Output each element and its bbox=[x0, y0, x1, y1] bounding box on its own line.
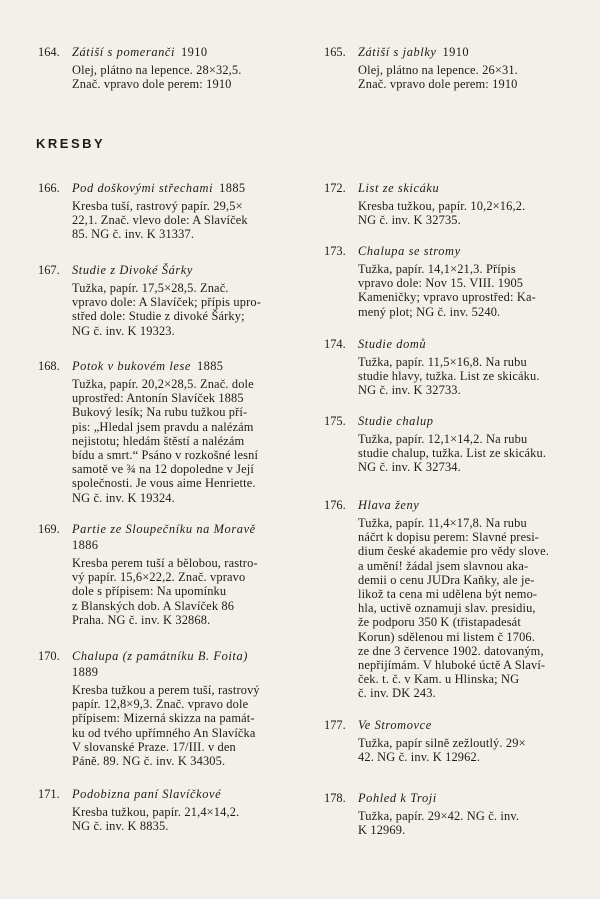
entry-heading bbox=[324, 717, 584, 733]
catalog-entry bbox=[324, 717, 584, 764]
entry-number: 165. bbox=[324, 45, 346, 59]
entry-number: 178. bbox=[324, 791, 346, 805]
entry-heading bbox=[38, 44, 298, 60]
entry-description: Kresba tužkou, papír. 21,4×14,2. NG č. inv. K 8835. bbox=[72, 805, 240, 834]
entry-number: 175. bbox=[324, 414, 346, 428]
entry-description: Olej, plátno na lepence. 26×31. Znač. vpravo dole perem: 1910 bbox=[358, 63, 518, 92]
catalog-entry bbox=[38, 44, 298, 91]
entry-description: Tužka, papír. 11,4×17,8. Na rubu náčrt k dopisu perem: Slavné presi- dium české akademie pro vědy slove. a umění! žádal jsem slavnou aka- demii o cenu JUDra Kaňky, ale je- likož ta cena mi udělena být nemo- hla, uctivě oznamuji slav. presidiu, že podporu 350 K (třistapadesát Korun) sdělenou mi listem č 1706. ze dne 3 července 1902. datovaným, nepřijímám. V hluboké úctě A Slaví- ček. t. č. v Kam. u Hlinska; NG č. inv. DK 243. bbox=[358, 516, 550, 701]
catalog-entry bbox=[38, 262, 298, 338]
entry-title-wrap bbox=[358, 790, 584, 806]
entry-title-wrap bbox=[358, 497, 584, 513]
catalog-entry bbox=[38, 786, 298, 833]
catalog-entry bbox=[324, 497, 584, 701]
entry-title: Pohled k Troji bbox=[358, 791, 437, 805]
entry-title-wrap bbox=[358, 413, 584, 429]
entry-heading bbox=[324, 336, 584, 352]
section-heading: KRESBY bbox=[36, 136, 106, 151]
catalog-entry bbox=[38, 648, 298, 768]
entry-title-wrap bbox=[358, 336, 584, 352]
entry-year: 1886 bbox=[72, 538, 99, 552]
entry-title-wrap bbox=[72, 262, 298, 278]
entry-title: Pod doškovými střechami bbox=[72, 181, 214, 195]
entry-description: Kresba tužkou, papír. 10,2×16,2. NG č. inv. K 32735. bbox=[358, 199, 526, 228]
catalog-entry bbox=[38, 521, 298, 627]
entry-number: 171. bbox=[38, 787, 60, 801]
entry-heading bbox=[324, 243, 584, 259]
entry-heading bbox=[324, 497, 584, 513]
entry-description: Tužka, papír silně zežloutlý. 29× 42. NG č. inv. K 12962. bbox=[358, 736, 526, 765]
entry-title-wrap bbox=[358, 180, 584, 196]
entry-year: 1885 bbox=[197, 359, 224, 373]
entry-title: Studie domů bbox=[358, 337, 427, 351]
entry-number: 174. bbox=[324, 337, 346, 351]
catalog-entry bbox=[38, 358, 298, 505]
entry-title-wrap bbox=[72, 648, 298, 680]
entry-number: 167. bbox=[38, 263, 60, 277]
catalog-entry bbox=[324, 180, 584, 227]
entry-title-wrap bbox=[358, 243, 584, 259]
entry-description: Tužka, papír. 20,2×28,5. Znač. dole uprostřed: Antonín Slavíček 1885 Bukový lesík; Na rubu tužkou pří- pis: „Hledal jsem pravdu a nalézám nejistotu; hledám štěstí a nalézám bídu a smrt.“ Psáno v rozkošné lesní samotě ve ¾ na 12 dopoledne v Její společnosti. Je vous aime Henriette. NG č. inv. K 19324. bbox=[72, 377, 259, 505]
entry-description: Tužka, papír. 29×42. NG č. inv. K 12969. bbox=[358, 809, 520, 838]
entry-title: Ve Stromovce bbox=[358, 718, 432, 732]
entry-description: Tužka, papír. 17,5×28,5. Znač. vpravo dole: A Slavíček; přípis upro- střed dole: Studie z divoké Šárky; NG č. inv. K 19323. bbox=[72, 281, 261, 338]
entry-year: 1889 bbox=[72, 665, 99, 679]
entry-heading bbox=[324, 413, 584, 429]
entry-year: 1885 bbox=[219, 181, 246, 195]
catalog-entry bbox=[324, 413, 584, 475]
entry-description: Tužka, papír. 11,5×16,8. Na rubu studie hlavy, tužka. List ze skicáku. NG č. inv. K 32733. bbox=[358, 355, 540, 398]
entry-heading bbox=[38, 262, 298, 278]
entry-number: 166. bbox=[38, 181, 60, 195]
entry-heading bbox=[38, 521, 298, 553]
entry-number: 168. bbox=[38, 359, 60, 373]
entry-title: Chalupa (z památníku B. Foita) bbox=[72, 649, 248, 663]
entry-description: Tužka, papír. 14,1×21,3. Přípis vpravo dole: Nov 15. VIII. 1905 Kameničky; vpravo uprostřed: Ka- mený plot; NG č. inv. 5240. bbox=[358, 262, 536, 319]
entry-title: Chalupa se stromy bbox=[358, 244, 461, 258]
entry-heading bbox=[324, 44, 584, 60]
entry-title: Zátiší s pomeranči bbox=[72, 45, 176, 59]
entry-title-wrap bbox=[358, 717, 584, 733]
entry-heading bbox=[38, 358, 298, 374]
entry-number: 177. bbox=[324, 718, 346, 732]
entry-title: Zátiší s jablky bbox=[358, 45, 437, 59]
entry-number: 170. bbox=[38, 649, 60, 663]
catalog-entry bbox=[324, 336, 584, 398]
entry-title: Podobizna paní Slavíčkové bbox=[72, 787, 222, 801]
entry-number: 164. bbox=[38, 45, 60, 59]
entry-title: List ze skicáku bbox=[358, 181, 440, 195]
entry-heading bbox=[324, 180, 584, 196]
entry-title-wrap bbox=[72, 358, 298, 374]
entry-title-wrap bbox=[72, 44, 298, 60]
entry-title-wrap bbox=[72, 180, 298, 196]
entry-heading bbox=[38, 786, 298, 802]
entry-title: Hlava ženy bbox=[358, 498, 420, 512]
entry-description: Tužka, papír. 12,1×14,2. Na rubu studie chalup, tužka. List ze skicáku. NG č. inv. K 32734. bbox=[358, 432, 547, 475]
entry-description: Kresba tužkou a perem tuší, rastrový papír. 12,8×9,3. Znač. vpravo dole přípisem: Mizerná skizza na památ- ku od tvého upřímného An Slavíčka V slovanské Praze. 17/III. v den Páně. 89. NG č. inv. K 34305. bbox=[72, 683, 260, 769]
entry-title: Studie z Divoké Šárky bbox=[72, 263, 193, 277]
entry-title: Partie ze Sloupečníku na Moravě bbox=[72, 522, 256, 536]
entry-heading bbox=[38, 648, 298, 680]
entry-title: Potok v bukovém lese bbox=[72, 359, 191, 373]
catalog-entry bbox=[324, 44, 584, 91]
entry-title: Studie chalup bbox=[358, 414, 434, 428]
catalog-entry bbox=[38, 180, 298, 242]
entry-heading bbox=[38, 180, 298, 196]
entry-number: 172. bbox=[324, 181, 346, 195]
entry-year: 1910 bbox=[442, 45, 469, 59]
entry-number: 169. bbox=[38, 522, 60, 536]
entry-description: Kresba tuší, rastrový papír. 29,5× 22,1. Znač. vlevo dole: A Slavíček 85. NG č. inv. K 31337. bbox=[72, 199, 248, 242]
entry-title-wrap bbox=[358, 44, 584, 60]
catalog-entry bbox=[324, 243, 584, 319]
entry-title-wrap bbox=[72, 521, 298, 553]
entry-heading bbox=[324, 790, 584, 806]
entry-number: 173. bbox=[324, 244, 346, 258]
entry-title-wrap bbox=[72, 786, 298, 802]
entry-description: Olej, plátno na lepence. 28×32,5. Znač. vpravo dole perem: 1910 bbox=[72, 63, 242, 92]
entry-number: 176. bbox=[324, 498, 346, 512]
entry-year: 1910 bbox=[181, 45, 208, 59]
entry-description: Kresba perem tuší a bělobou, rastro- vý papír. 15,6×22,2. Znač. vpravo dole s přípisem: Na upomínku z Blanských dob. A Slavíček 86 Praha. NG č. inv. K 32868. bbox=[72, 556, 258, 627]
catalog-entry bbox=[324, 790, 584, 837]
